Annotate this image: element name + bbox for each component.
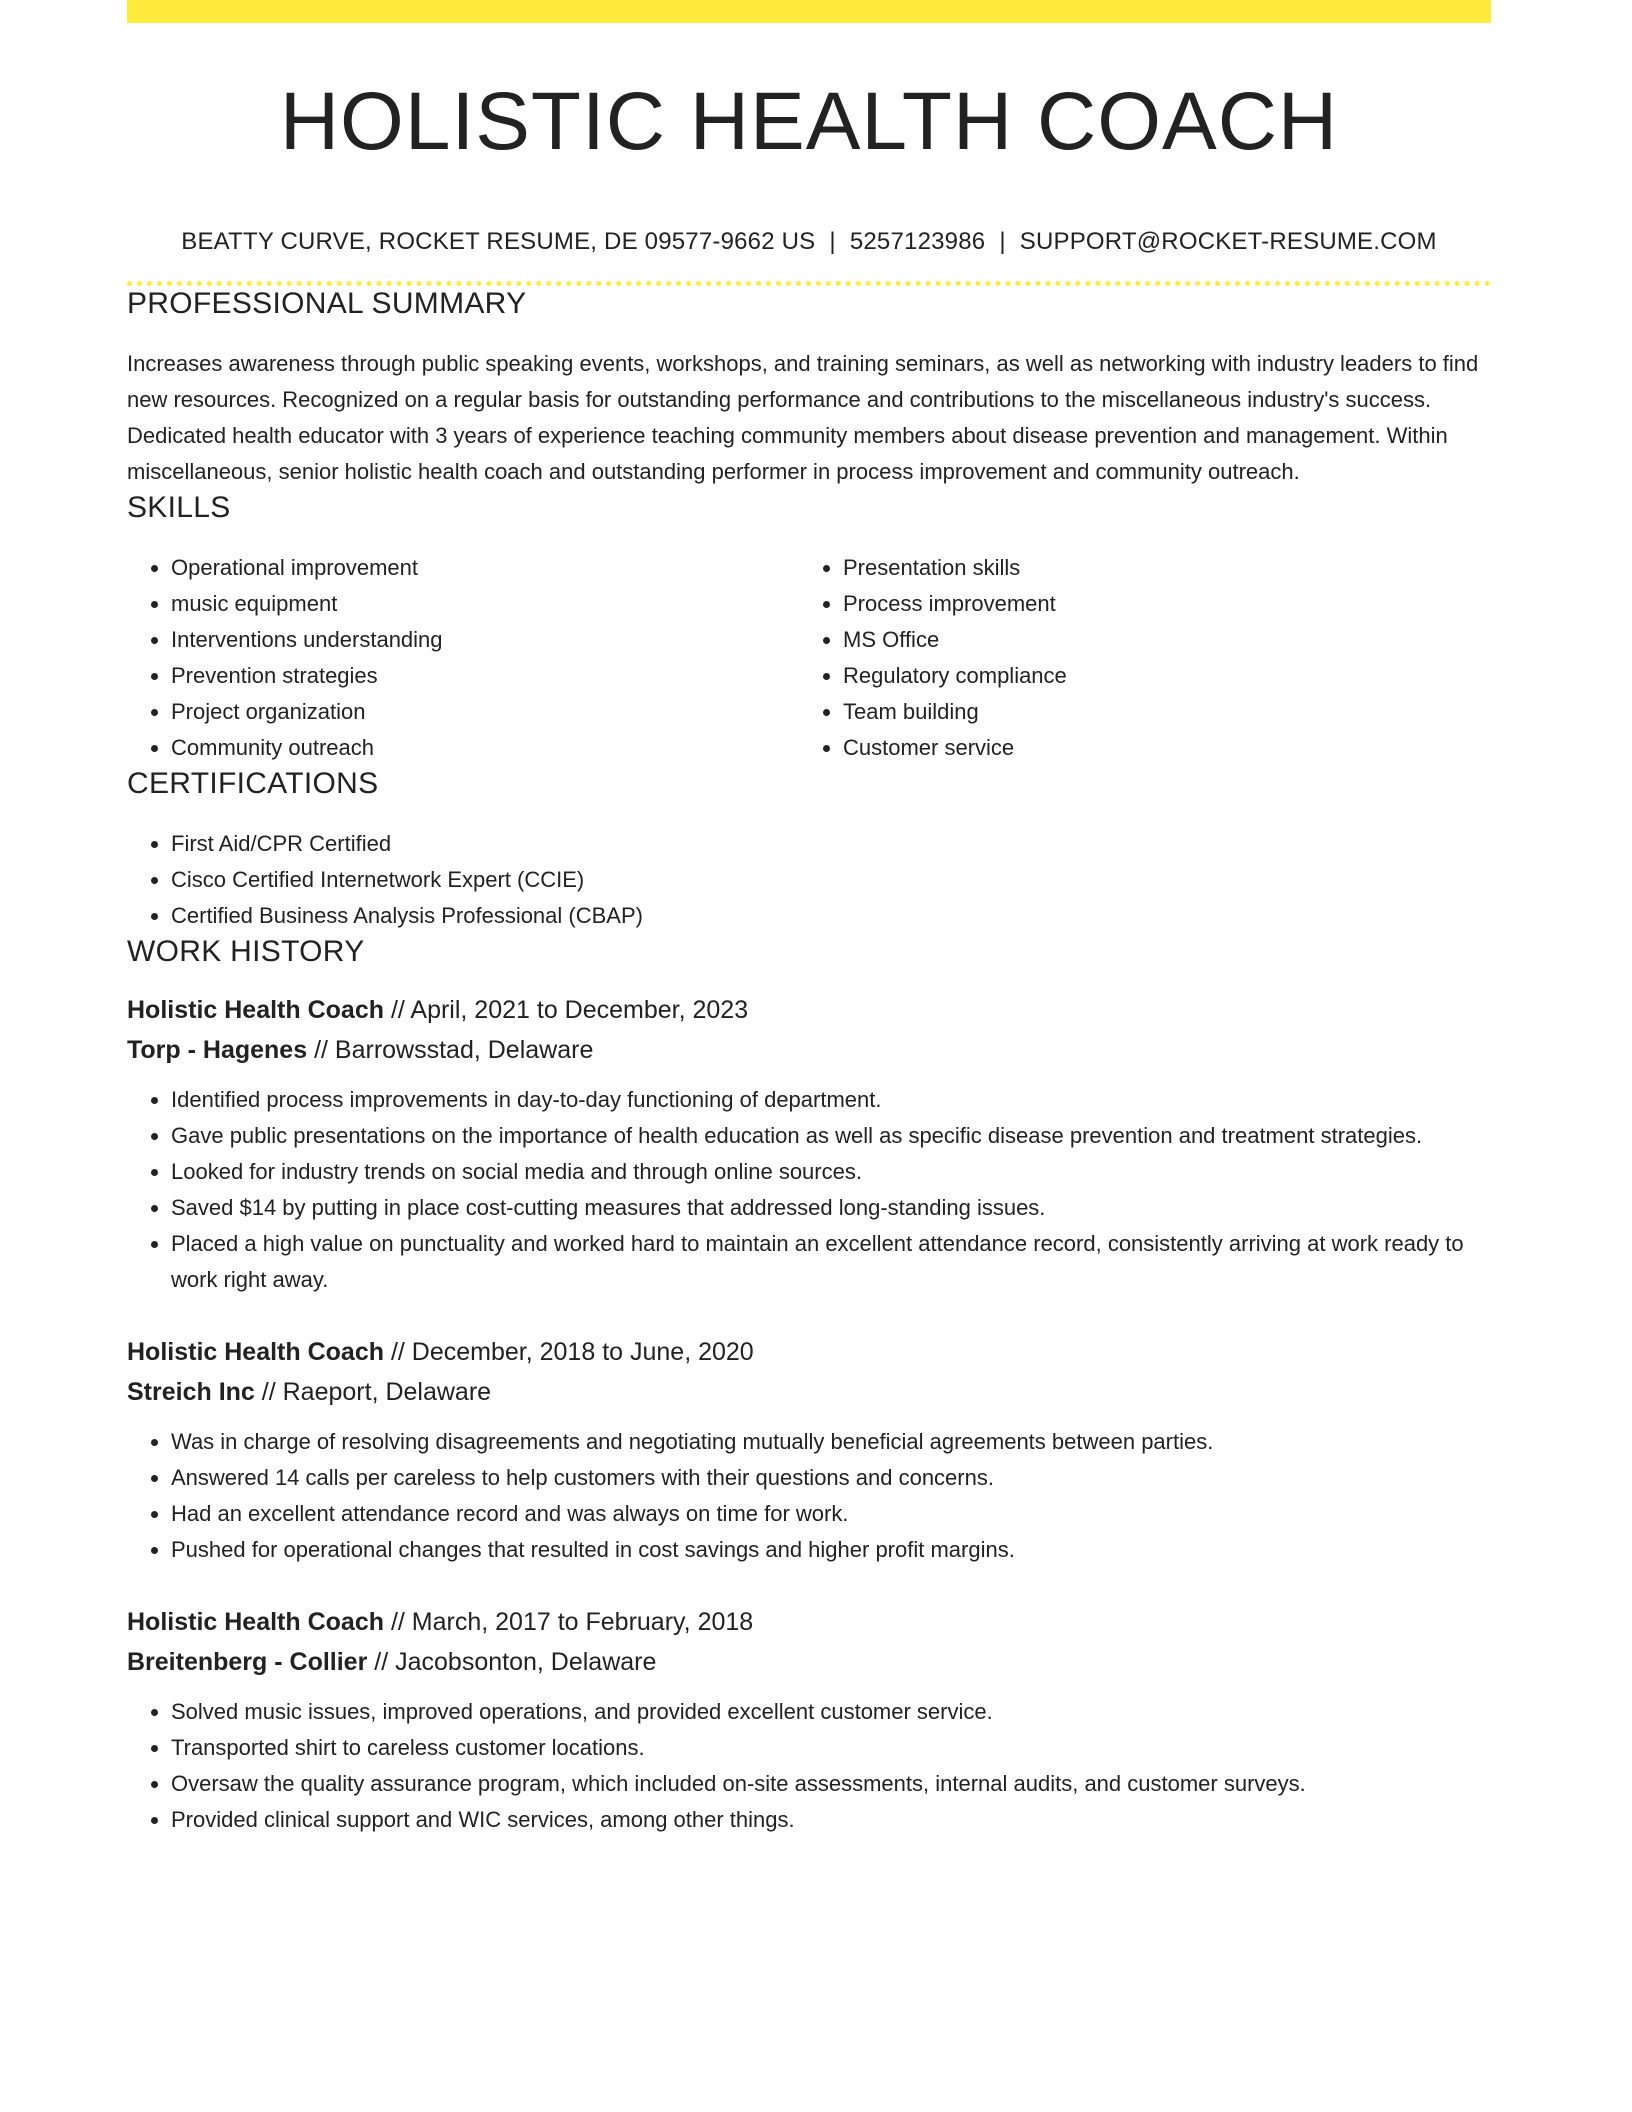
certification-item: • Cisco Certified Internetwork Expert (CCIE) bbox=[171, 862, 1491, 898]
job-title-line bbox=[127, 1332, 1491, 1372]
summary-text: Increases awareness through public speaking events, workshops, and training seminars, as well as networking with industry leaders to find new resources. Recognized on a regular basis for outstanding performance and contributions to the miscellaneous industry's success. Dedicated health educator with 3 years of experience teaching community members about disease prevention and management. Within miscellaneous, senior holistic health coach and outstanding performer in process improvement and community outreach. bbox=[127, 351, 1479, 484]
job-bullet: • Saved $14 by putting in place cost-cutting measures that addressed long-standing issues. bbox=[171, 1190, 1491, 1226]
skill-item: • Process improvement bbox=[843, 586, 1471, 622]
skill-item: • Project organization bbox=[171, 694, 799, 730]
job-bullet: • Gave public presentations on the importance of health education as well as specific disease prevention and treatment strategies. bbox=[171, 1118, 1491, 1154]
job-location: Jacobsonton, Delaware bbox=[395, 1648, 657, 1676]
work-history-section bbox=[127, 934, 1491, 1838]
job-entry bbox=[127, 990, 1491, 1298]
certifications-section bbox=[127, 766, 1491, 934]
job-separator: // bbox=[384, 996, 411, 1024]
job-entry bbox=[127, 1332, 1491, 1568]
skill-item: • Interventions understanding bbox=[171, 622, 799, 658]
certification-item: • Certified Business Analysis Professional (CBAP) bbox=[171, 898, 1491, 934]
job-bullet: • Had an excellent attendance record and was always on time for work. bbox=[171, 1496, 1491, 1532]
job-company: Torp - Hagenes bbox=[127, 1036, 308, 1064]
skill-item: • music equipment bbox=[171, 586, 799, 622]
skill-item: • Operational improvement bbox=[171, 550, 799, 586]
job-bullets bbox=[127, 1424, 1491, 1568]
contact-separator: | bbox=[999, 228, 1006, 255]
section-heading: CERTIFICATIONS bbox=[127, 767, 379, 800]
job-bullet: • Oversaw the quality assurance program, which included on-site assessments, internal audits, and customer surveys. bbox=[171, 1766, 1491, 1802]
skill-item: • Regulatory compliance bbox=[843, 658, 1471, 694]
skill-item: • Community outreach bbox=[171, 730, 799, 766]
certification-item: • First Aid/CPR Certified bbox=[171, 826, 1491, 862]
job-separator: // bbox=[384, 1608, 412, 1636]
job-bullets bbox=[127, 1082, 1491, 1298]
job-bullet: • Pushed for operational changes that resulted in cost savings and higher profit margins. bbox=[171, 1532, 1491, 1568]
professional-summary-section bbox=[127, 286, 1491, 490]
job-bullet: • Provided clinical support and WIC services, among other things. bbox=[171, 1802, 1491, 1838]
job-title: Holistic Health Coach bbox=[127, 1338, 384, 1366]
job-dates: December, 2018 to June, 2020 bbox=[411, 1338, 754, 1366]
job-bullet: • Transported shirt to careless customer locations. bbox=[171, 1730, 1491, 1766]
job-company: Streich Inc bbox=[127, 1378, 255, 1406]
job-bullet: • Looked for industry trends on social media and through online sources. bbox=[171, 1154, 1491, 1190]
skills-section bbox=[127, 490, 1491, 766]
job-separator: // bbox=[307, 1036, 335, 1064]
job-company-line bbox=[127, 1030, 1491, 1070]
job-location: Barrowsstad, Delaware bbox=[334, 1036, 594, 1064]
contact-line bbox=[127, 227, 1491, 257]
job-bullets bbox=[127, 1694, 1491, 1838]
section-heading: SKILLS bbox=[127, 491, 231, 524]
section-heading: PROFESSIONAL SUMMARY bbox=[127, 287, 527, 320]
job-separator: // bbox=[384, 1338, 412, 1366]
job-company-line bbox=[127, 1642, 1491, 1682]
section-heading: WORK HISTORY bbox=[127, 935, 365, 968]
contact-email: SUPPORT@ROCKET-RESUME.COM bbox=[1019, 228, 1437, 255]
job-bullet: • Solved music issues, improved operations, and provided excellent customer service. bbox=[171, 1694, 1491, 1730]
job-title-line bbox=[127, 1602, 1491, 1642]
skills-columns bbox=[127, 550, 1491, 766]
job-title: Holistic Health Coach bbox=[127, 996, 384, 1024]
job-dates: March, 2017 to February, 2018 bbox=[411, 1608, 754, 1636]
job-dates: April, 2021 to December, 2023 bbox=[410, 996, 749, 1024]
job-separator: // bbox=[254, 1378, 283, 1406]
skills-list-right bbox=[799, 550, 1471, 766]
job-company-line bbox=[127, 1372, 1491, 1412]
job-bullet: • Identified process improvements in day-to-day functioning of department. bbox=[171, 1082, 1491, 1118]
job-entry bbox=[127, 1602, 1491, 1838]
job-company: Breitenberg - Collier bbox=[127, 1648, 368, 1676]
job-separator: // bbox=[367, 1648, 396, 1676]
skills-list-left bbox=[127, 550, 799, 766]
resume-title: HOLISTIC HEALTH COACH bbox=[279, 76, 1339, 167]
contact-phone: 5257123986 bbox=[849, 228, 986, 255]
contact-address: BEATTY CURVE, ROCKET RESUME, DE 09577-9662 US bbox=[181, 228, 816, 255]
skill-item: • Customer service bbox=[843, 730, 1471, 766]
certifications-list bbox=[127, 826, 1491, 934]
job-bullet: • Placed a high value on punctuality and worked hard to maintain an excellent attendance record, consistently arriving at work ready to work right away. bbox=[171, 1226, 1491, 1298]
skill-item: • MS Office bbox=[843, 622, 1471, 658]
job-bullet: • Was in charge of resolving disagreements and negotiating mutually beneficial agreements between parties. bbox=[171, 1424, 1491, 1460]
skill-item: • Prevention strategies bbox=[171, 658, 799, 694]
skill-item: • Team building bbox=[843, 694, 1471, 730]
accent-top-bar bbox=[127, 0, 1491, 23]
job-location: Raeport, Delaware bbox=[282, 1378, 492, 1406]
job-title-line bbox=[127, 990, 1491, 1030]
resume-page bbox=[127, 0, 1491, 1838]
skill-item: • Presentation skills bbox=[843, 550, 1471, 586]
job-bullet: • Answered 14 calls per careless to help customers with their questions and concerns. bbox=[171, 1460, 1491, 1496]
job-title: Holistic Health Coach bbox=[127, 1608, 384, 1636]
contact-separator: | bbox=[829, 228, 836, 255]
